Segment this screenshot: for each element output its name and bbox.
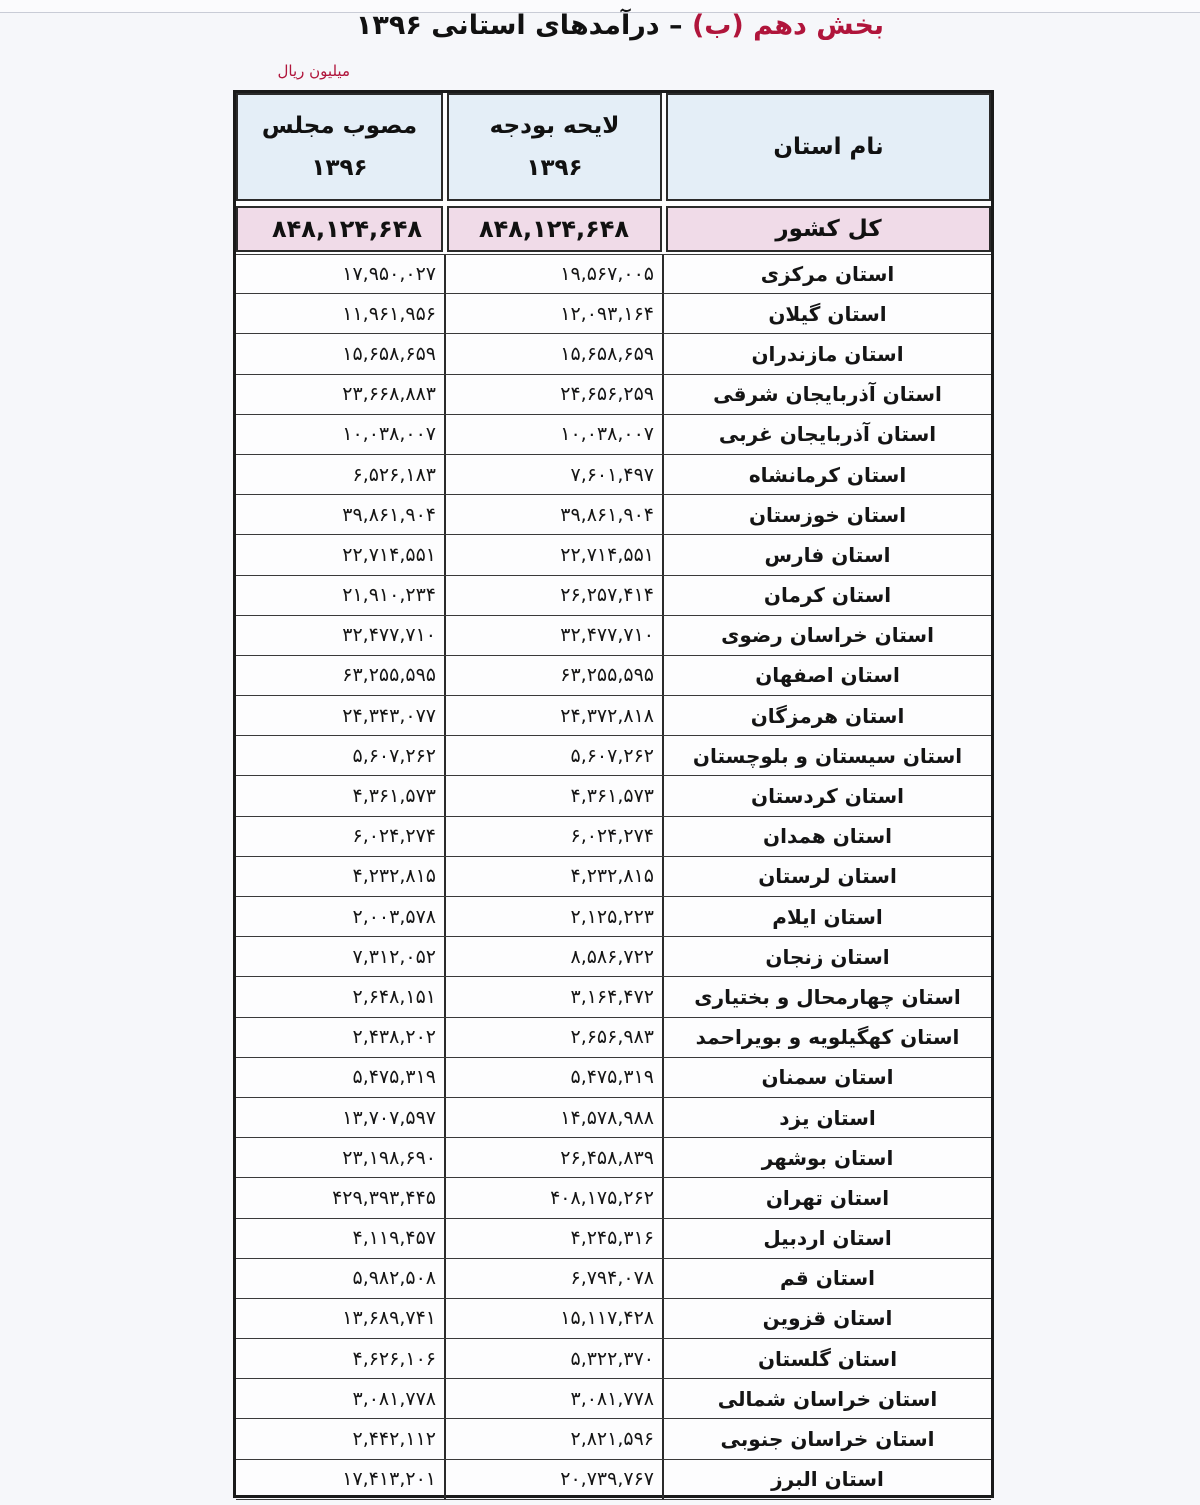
approved-value: ۳۹,۸۶۱,۹۰۴ xyxy=(342,503,436,526)
province-name: استان یزد xyxy=(662,1098,991,1137)
table-row xyxy=(236,294,991,334)
table-row xyxy=(236,1138,991,1178)
table-row xyxy=(236,696,991,736)
approved-value: ۲۳,۱۹۸,۶۹۰ xyxy=(342,1146,436,1169)
approved-value: ۱۷,۹۵۰,۰۲۷ xyxy=(342,263,436,286)
approved-value: ۱۷,۴۱۳,۲۰۱ xyxy=(342,1468,436,1491)
total-approved: ۸۴۸,۱۲۴,۶۴۸ xyxy=(236,206,443,252)
approved-value: ۱۰,۰۳۸,۰۰۷ xyxy=(342,423,436,446)
province-name: استان سیستان و بلوچستان xyxy=(662,736,991,775)
approved-value: ۶۳,۲۵۵,۵۹۵ xyxy=(342,664,436,687)
title-section-label: بخش دهم (ب) xyxy=(691,10,885,41)
budget-bill-value: ۲۶,۲۵۷,۴۱۴ xyxy=(444,576,662,615)
unit-label: میلیون ریال xyxy=(277,62,350,80)
budget-bill-value: ۳۹,۸۶۱,۹۰۴ xyxy=(444,495,662,534)
approved-value: ۱۵,۶۵۸,۶۵۹ xyxy=(342,342,436,365)
table-row xyxy=(236,897,991,937)
table-row xyxy=(236,375,991,415)
table-row xyxy=(236,1299,991,1339)
approved-value: ۲۱,۹۱۰,۲۳۴ xyxy=(342,584,436,607)
table-row xyxy=(236,1178,991,1218)
province-name: استان کردستان xyxy=(662,776,991,815)
province-name: استان خراسان شمالی xyxy=(662,1379,991,1418)
province-name: استان هرمزگان xyxy=(662,696,991,735)
table-row xyxy=(236,937,991,977)
province-name: استان اردبیل xyxy=(662,1219,991,1258)
table-row xyxy=(236,535,991,575)
province-name: استان ایلام xyxy=(662,897,991,936)
budget-bill-value: ۷,۶۰۱,۴۹۷ xyxy=(444,455,662,494)
title-subject: – درآمدهای استانی ۱۳۹۶ xyxy=(355,10,692,41)
table-header-row xyxy=(236,93,991,201)
table-row xyxy=(236,254,991,294)
table-row xyxy=(236,415,991,455)
approved-value: ۱۱,۹۶۱,۹۵۶ xyxy=(342,302,436,325)
budget-bill-value: ۴,۲۴۵,۳۱۶ xyxy=(444,1219,662,1258)
approved-value: ۴۲۹,۳۹۳,۴۴۵ xyxy=(332,1186,436,1209)
budget-bill-value: ۲,۸۲۱,۵۹۶ xyxy=(444,1419,662,1458)
budget-bill-value: ۴,۳۶۱,۵۷۳ xyxy=(444,776,662,815)
budget-bill-value: ۲۲,۷۱۴,۵۵۱ xyxy=(444,535,662,574)
table-row xyxy=(236,576,991,616)
province-name: استان کهگیلویه و بویراحمد xyxy=(662,1018,991,1057)
table-row xyxy=(236,776,991,816)
total-name: کل کشور xyxy=(666,206,991,252)
table-row xyxy=(236,1018,991,1058)
table-row xyxy=(236,1460,991,1500)
province-name: استان خراسان رضوی xyxy=(662,616,991,655)
province-name: استان گلستان xyxy=(662,1339,991,1378)
total-row xyxy=(236,206,991,252)
province-name: استان چهارمحال و بختیاری xyxy=(662,977,991,1016)
province-name: استان البرز xyxy=(662,1460,991,1499)
budget-bill-value: ۶,۰۲۴,۲۷۴ xyxy=(444,817,662,856)
table-row xyxy=(236,1259,991,1299)
header-budget-bill-label: لایحه بودجه xyxy=(489,113,620,139)
approved-value: ۴,۱۱۹,۴۵۷ xyxy=(352,1227,436,1250)
approved-value: ۲,۴۴۲,۱۱۲ xyxy=(352,1428,436,1451)
header-approved-label: مصوب مجلس xyxy=(261,113,418,139)
province-name: استان تهران xyxy=(662,1178,991,1217)
budget-bill-value: ۱۲,۰۹۳,۱۶۴ xyxy=(444,294,662,333)
approved-value: ۲۴,۳۴۳,۰۷۷ xyxy=(342,704,436,727)
province-name: استان سمنان xyxy=(662,1058,991,1097)
approved-value: ۵,۹۸۲,۵۰۸ xyxy=(352,1267,436,1290)
province-name: استان قم xyxy=(662,1259,991,1298)
table-row xyxy=(236,334,991,374)
approved-value: ۵,۶۰۷,۲۶۲ xyxy=(352,744,436,767)
approved-value: ۲,۰۰۳,۵۷۸ xyxy=(352,905,436,928)
province-name: استان مرکزی xyxy=(662,255,991,293)
total-bill: ۸۴۸,۱۲۴,۶۴۸ xyxy=(447,206,662,252)
table-row xyxy=(236,495,991,535)
approved-value: ۷,۳۱۲,۰۵۲ xyxy=(352,945,436,968)
province-name: استان زنجان xyxy=(662,937,991,976)
budget-bill-value: ۵,۳۲۲,۳۷۰ xyxy=(444,1339,662,1378)
budget-bill-value: ۲۶,۴۵۸,۸۳۹ xyxy=(444,1138,662,1177)
table-row xyxy=(236,1219,991,1259)
budget-bill-value: ۴۰۸,۱۷۵,۲۶۲ xyxy=(444,1178,662,1217)
approved-value: ۴,۳۶۱,۵۷۳ xyxy=(352,785,436,808)
approved-value: ۲۲,۷۱۴,۵۵۱ xyxy=(342,543,436,566)
approved-value: ۴,۶۲۶,۱۰۶ xyxy=(352,1347,436,1370)
budget-bill-value: ۱۵,۶۵۸,۶۵۹ xyxy=(444,334,662,373)
budget-bill-value: ۳,۰۸۱,۷۷۸ xyxy=(444,1379,662,1418)
budget-bill-value: ۲۰,۷۳۹,۷۶۷ xyxy=(444,1460,662,1499)
province-name: استان آذربایجان شرقی xyxy=(662,375,991,414)
province-name: استان همدان xyxy=(662,817,991,856)
approved-value: ۳۲,۴۷۷,۷۱۰ xyxy=(342,624,436,647)
table-row xyxy=(236,1098,991,1138)
budget-bill-value: ۵,۴۷۵,۳۱۹ xyxy=(444,1058,662,1097)
province-name: استان گیلان xyxy=(662,294,991,333)
budget-bill-value: ۲,۱۲۵,۲۲۳ xyxy=(444,897,662,936)
approved-value: ۵,۴۷۵,۳۱۹ xyxy=(352,1066,436,1089)
budget-bill-value: ۱۹,۵۶۷,۰۰۵ xyxy=(444,255,662,293)
approved-value: ۴,۲۳۲,۸۱۵ xyxy=(352,865,436,888)
table-row xyxy=(236,1419,991,1459)
table-row xyxy=(236,1339,991,1379)
header-province xyxy=(666,93,991,201)
budget-bill-value: ۵,۶۰۷,۲۶۲ xyxy=(444,736,662,775)
approved-value: ۱۳,۶۸۹,۷۴۱ xyxy=(342,1307,436,1330)
province-name: استان خراسان جنوبی xyxy=(662,1419,991,1458)
approved-value: ۲,۶۴۸,۱۵۱ xyxy=(352,985,436,1008)
table-row xyxy=(236,1379,991,1419)
approved-value: ۱۳,۷۰۷,۵۹۷ xyxy=(342,1106,436,1129)
province-name: استان آذربایجان غربی xyxy=(662,415,991,454)
province-name: استان خوزستان xyxy=(662,495,991,534)
budget-bill-value: ۴,۲۳۲,۸۱۵ xyxy=(444,857,662,896)
budget-bill-value: ۲۴,۳۷۲,۸۱۸ xyxy=(444,696,662,735)
budget-bill-value: ۳۲,۴۷۷,۷۱۰ xyxy=(444,616,662,655)
header-budget-bill xyxy=(447,93,662,201)
approved-value: ۲,۴۳۸,۲۰۲ xyxy=(352,1026,436,1049)
province-name: استان فارس xyxy=(662,535,991,574)
budget-bill-value: ۶,۷۹۴,۰۷۸ xyxy=(444,1259,662,1298)
approved-value: ۶,۰۲۴,۲۷۴ xyxy=(352,825,436,848)
table-row xyxy=(236,616,991,656)
budget-bill-value: ۱۰,۰۳۸,۰۰۷ xyxy=(444,415,662,454)
budget-bill-value: ۱۵,۱۱۷,۴۲۸ xyxy=(444,1299,662,1338)
table-row xyxy=(236,977,991,1017)
province-rows xyxy=(236,254,991,1500)
table-row xyxy=(236,656,991,696)
province-name: استان اصفهان xyxy=(662,656,991,695)
header-parliament-approved xyxy=(236,93,443,201)
header-budget-bill-year: ۱۳۹۶ xyxy=(526,155,583,181)
table-row xyxy=(236,857,991,897)
budget-bill-value: ۲۴,۶۵۶,۲۵۹ xyxy=(444,375,662,414)
budget-bill-value: ۶۳,۲۵۵,۵۹۵ xyxy=(444,656,662,695)
budget-bill-value: ۱۴,۵۷۸,۹۸۸ xyxy=(444,1098,662,1137)
approved-value: ۶,۵۲۶,۱۸۳ xyxy=(352,463,436,486)
approved-value: ۳,۰۸۱,۷۷۸ xyxy=(352,1387,436,1410)
budget-bill-value: ۸,۵۸۶,۷۲۲ xyxy=(444,937,662,976)
province-name: استان لرستان xyxy=(662,857,991,896)
table-row xyxy=(236,1058,991,1098)
budget-bill-value: ۲,۶۵۶,۹۸۳ xyxy=(444,1018,662,1057)
province-name: استان کرمانشاه xyxy=(662,455,991,494)
province-name: استان قزوین xyxy=(662,1299,991,1338)
approved-value: ۲۳,۶۶۸,۸۸۳ xyxy=(342,383,436,406)
province-name: استان کرمان xyxy=(662,576,991,615)
table-row xyxy=(236,736,991,776)
table-row xyxy=(236,455,991,495)
table-row xyxy=(236,817,991,857)
province-name: استان بوشهر xyxy=(662,1138,991,1177)
page-title xyxy=(320,10,920,50)
budget-bill-value: ۳,۱۶۴,۴۷۲ xyxy=(444,977,662,1016)
header-province-label: نام استان xyxy=(773,134,884,160)
header-approved-year: ۱۳۹۶ xyxy=(311,155,368,181)
province-name: استان مازندران xyxy=(662,334,991,373)
